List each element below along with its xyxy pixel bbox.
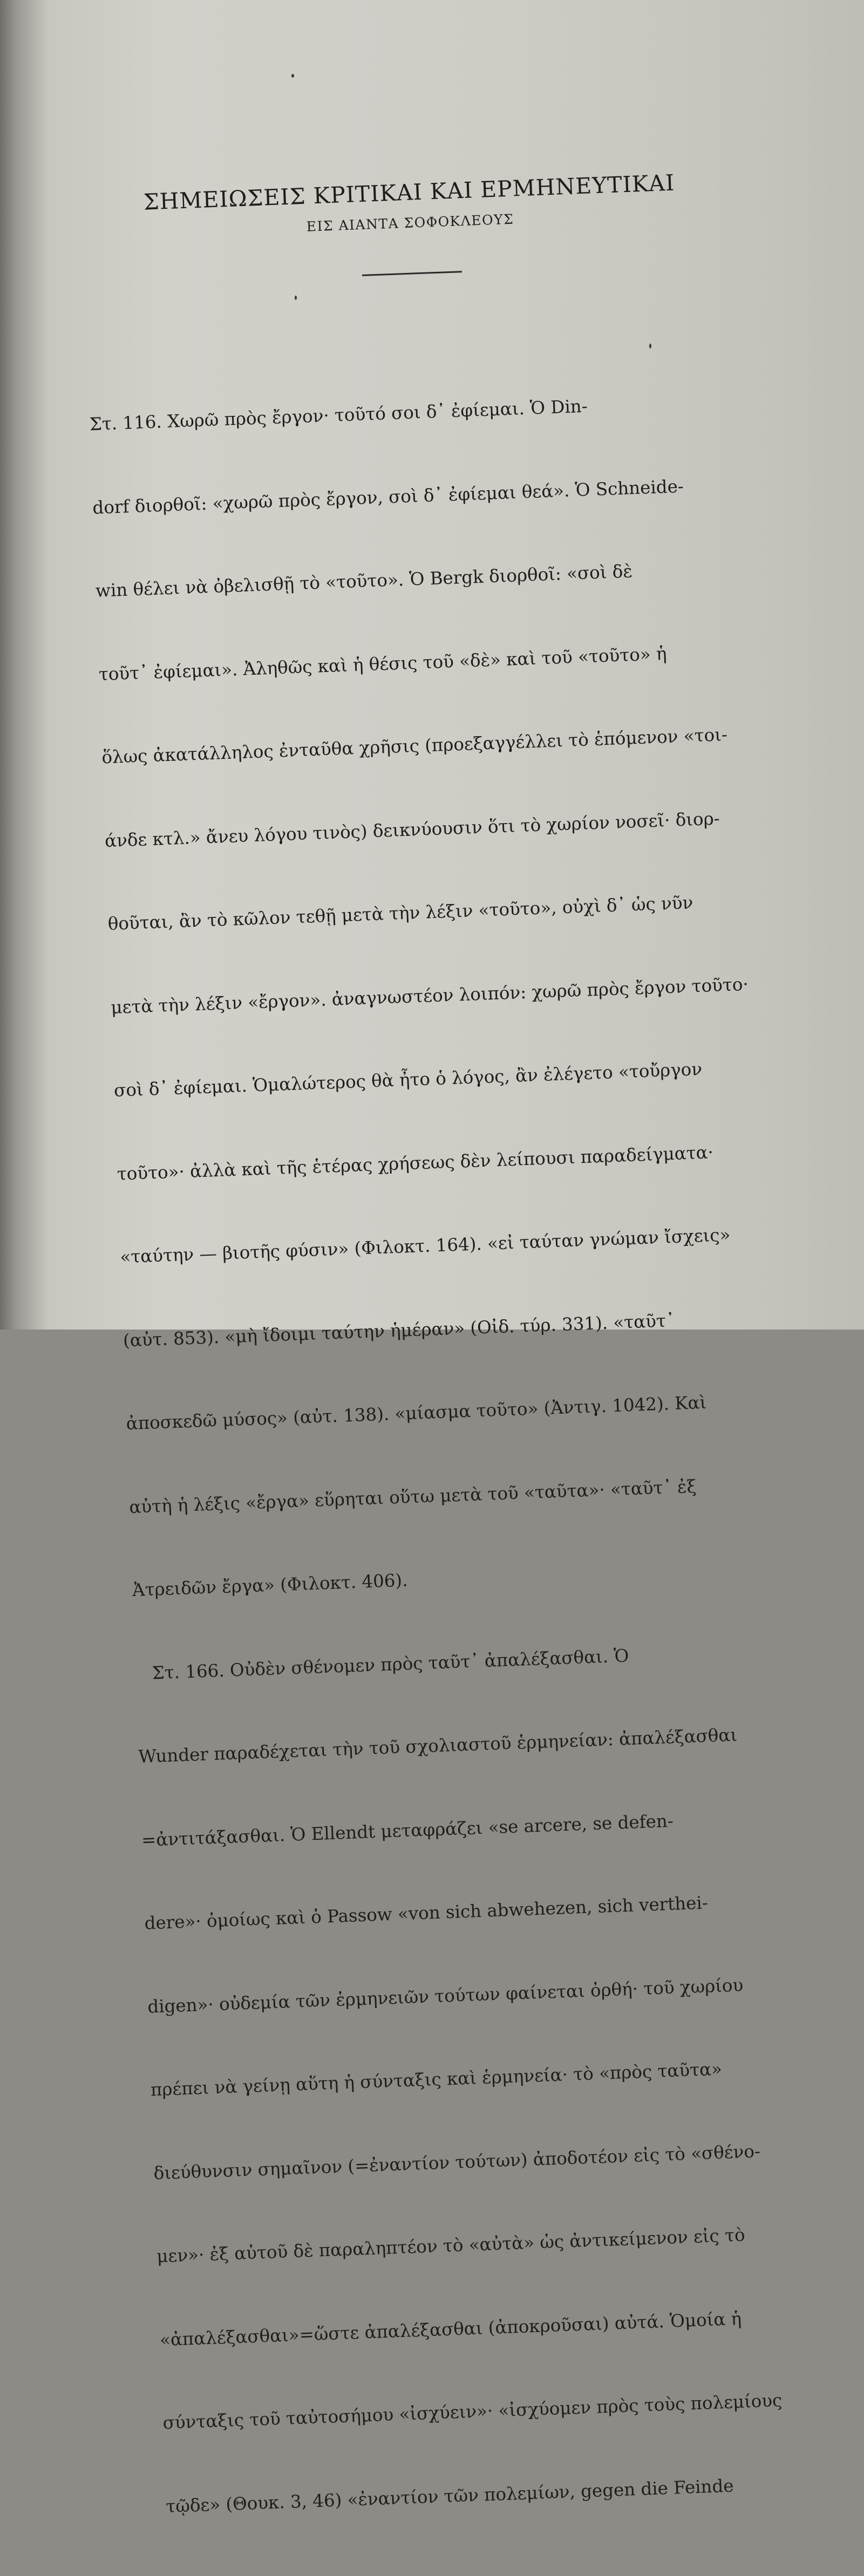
text-line: dere»· ὁμοίως καὶ ὁ Passow «von sich abwehezen, sich verthei-: [144, 1892, 709, 1934]
text-line: τοῦτ᾽ ἐφίεμαι». Ἀληθῶς καὶ ἡ θέσις τοῦ «δὲ» καὶ τοῦ «τοῦτο» ἡ: [98, 643, 668, 684]
text-line: αὐτὴ ἡ λέξις «ἔργα» εὕρηται οὕτω μετὰ τοῦ «ταῦτα»· «ταῦτ᾽ ἐξ: [128, 1476, 697, 1517]
text-line: τῷδε» (Θουκ. 3, 46) «ἐναντίον τῶν πολεμίων, gegen die Feinde: [165, 2475, 734, 2517]
text-line: win θέλει νὰ ὀβελισθῇ τὸ «τοῦτο». Ὁ Bergk διορθοῖ: «σοὶ δὲ: [95, 561, 633, 601]
body-text: [87, 331, 824, 2576]
text-line: «ἀπαλέξασθαι»=ὥστε ἀπαλέξασθαι (ἀποκροῦσαι) αὐτά. Ὁμοία ἡ: [159, 2308, 742, 2350]
text-line: θοῦται, ἂν τὸ κῶλον τεθῇ μετὰ τὴν λέξιν «τοῦτο», οὐχὶ δ᾽ ὡς νῦν: [107, 892, 693, 935]
page-title: ΣΗΜΕΙΩΣΕΙΣ ΚΡΙΤΙΚΑΙ ΚΑΙ ΕΡΜΗΝΕΥΤΙΚΑΙ: [142, 169, 676, 215]
text-line: (αὐτ. 853). «μὴ ἴδοιμι ταύτην ἡμέραν» (Οἰδ. τύρ. 331). «ταῦτ᾽: [123, 1310, 675, 1351]
text-line: =ἀντιτάξασθαι. Ὁ Ellendt μεταφράζει «se arcere, se defen-: [141, 1810, 674, 1851]
text-line: άνδε κτλ.» ἄνευ λόγου τινὸς) δεικνύουσιν ὅτι τὸ χωρίον νοσεῖ· διορ-: [104, 807, 720, 851]
text-line: dorf διορθοῖ: «χωρῶ πρὸς ἔργον, σοὶ δ᾽ ἐφίεμαι θεά». Ὁ Schneide-: [92, 475, 684, 518]
text-line: μετὰ τὴν λέξιν «ἔργον». ἀναγνωστέον λοιπόν: χωρῶ πρὸς ἔργον τοῦτο·: [110, 974, 749, 1018]
text-line: Ἀτρειδῶν ἔργα» (Φιλοκτ. 406).: [132, 1570, 409, 1601]
ink-speck: [291, 74, 294, 78]
text-line: Wunder παραδέχεται τὴν τοῦ σχολιαστοῦ ἑρμηνείαν: ἀπαλέξασθαι: [138, 1724, 738, 1767]
text-line: «ταύτην — βιοτῆς φύσιν» (Φιλοκτ. 164). «εἰ ταύταν γνώμαν ἴσχεις»: [119, 1224, 731, 1268]
text-line: digen»· οὐδεμία τῶν ἑρμηνειῶν τούτων φαίνεται ὀρθή· τοῦ χωρίου: [147, 1974, 744, 2017]
text-line: πρέπει νὰ γείνῃ αὕτη ἡ σύνταξις καὶ ἑρμηνεία· τὸ «πρὸς ταῦτα»: [150, 2058, 723, 2100]
page-subtitle: ΕΙΣ ΑΙΑΝΤΑ ΣΟΦΟΚΛΕΟΥΣ: [306, 211, 514, 235]
text-line: ὅλως ἀκατάλληλος ἐνταῦθα χρῆσις (προεξαγγέλλει τὸ ἑπόμενον «τοι-: [101, 724, 728, 768]
text-line: μεν»· ἐξ αὐτοῦ δὲ παραληπτέον τὸ «αὐτὰ» ὡς ἀντικείμενον εἰς τὸ: [156, 2224, 746, 2267]
text-line: σύνταξις τοῦ ταὐτοσήμου «ἰσχύειν»· «ἰσχύομεν πρὸς τοὺς πολεμίους: [162, 2390, 783, 2434]
text-line: Στ. 166. Οὐδὲν σθένομεν πρὸς ταῦτ᾽ ἀπαλέξασθαι. Ὁ: [135, 1645, 629, 1684]
text-column: [81, 167, 824, 2576]
text-line: τοῦτο»· ἀλλὰ καὶ τῆς ἑτέρας χρήσεως δὲν λείπουσι παραδείγματα·: [117, 1141, 714, 1184]
text-line: σοὶ δ᾽ ἐφίεμαι. Ὁμαλώτερος θὰ ἦτο ὁ λόγος, ἂν ἐλέγετο «τοὔργον: [113, 1058, 703, 1101]
title-divider: [362, 271, 462, 276]
text-line: διεύθυνσιν σημαῖνον (=ἐναντίον τούτων) ἀποδοτέον εἰς τὸ «σθένο-: [153, 2140, 761, 2184]
text-line: Στ. 116. Χωρῶ πρὸς ἔργον· τοῦτό σοι δ᾽ ἐφίεμαι. Ὁ Din-: [89, 395, 588, 435]
text-line: ἀποσκεδῶ μύσος» (αὐτ. 138). «μίασμα τοῦτο» (Ἀντιγ. 1042). Καὶ: [126, 1392, 707, 1434]
